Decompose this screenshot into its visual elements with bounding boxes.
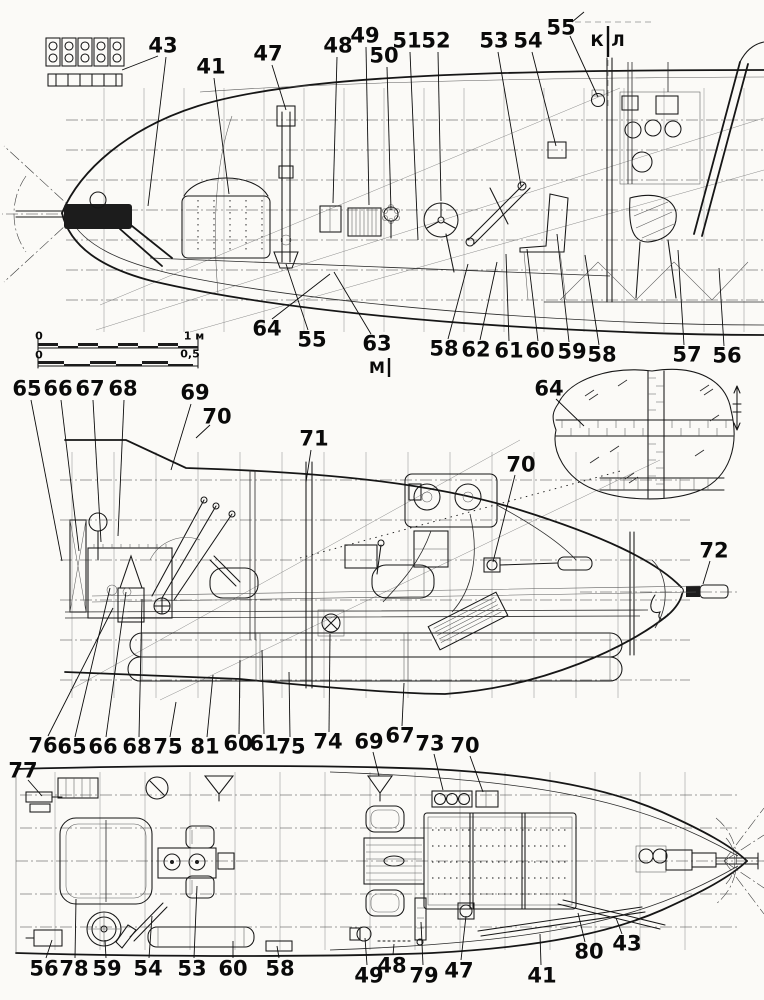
part-label-53: 53 [479, 28, 509, 53]
electrical-panel [383, 474, 576, 612]
hull-plan-outline-top [16, 766, 747, 861]
section-mark-М: М [369, 358, 385, 377]
part-label-75: 75 [276, 734, 306, 759]
boat-hook [116, 903, 167, 948]
control-wheel [424, 203, 458, 272]
part-label-65: 65 [57, 734, 87, 759]
gun-mount-mast [274, 106, 298, 268]
control-column [466, 182, 530, 246]
rear-seat-cushion [630, 195, 677, 298]
part-label-64: 64 [252, 316, 282, 341]
crew-seats-plan [186, 826, 234, 898]
part-label-47: 47 [444, 958, 474, 983]
part-label-55: 55 [546, 15, 576, 40]
equipment-boxes [320, 205, 400, 239]
part-label-53: 53 [177, 956, 207, 981]
part-label-70: 70 [506, 452, 536, 477]
part-label-67: 67 [75, 376, 105, 401]
part-label-41: 41 [196, 54, 226, 79]
lofting-grid [66, 88, 764, 332]
deck-line [65, 610, 648, 618]
forward-fuselage-plan-view [16, 766, 764, 956]
part-label-57: 57 [672, 342, 702, 367]
part-label-49: 49 [354, 963, 384, 988]
glazing-structure-detail-inset [553, 369, 741, 499]
part-label-63: 63 [362, 331, 392, 356]
part-label-66: 66 [88, 734, 118, 759]
part-label-55: 55 [297, 327, 327, 352]
hull-bottom-outline [65, 594, 682, 694]
keel-fittings [148, 898, 665, 951]
gauge-cluster-plan [432, 791, 498, 807]
part-label-67: 67 [385, 723, 415, 748]
part-label-47: 47 [253, 41, 283, 66]
part-label-51: 51 [392, 28, 422, 53]
part-label-70: 70 [450, 733, 480, 758]
part-label-76: 76 [28, 733, 58, 758]
part-label-52: 52 [421, 28, 451, 53]
part-label-59: 59 [557, 339, 587, 364]
gun-ring-mount [87, 912, 121, 946]
part-label-43: 43 [612, 931, 642, 956]
part-label-77: 77 [8, 758, 38, 783]
instrument-console-plan [158, 848, 216, 878]
part-label-75: 75 [153, 734, 183, 759]
part-label-68: 68 [108, 376, 138, 401]
part-label-69: 69 [354, 729, 384, 754]
windshield-frame [694, 42, 764, 236]
scale-bar [38, 338, 198, 368]
radiator [428, 592, 508, 650]
part-label-41: 41 [527, 963, 557, 988]
fuel-tank [182, 178, 270, 258]
part-label-70: 70 [202, 404, 232, 429]
part-label-49: 49 [350, 23, 380, 48]
part-label-43: 43 [148, 33, 178, 58]
oil-tanks [210, 565, 434, 598]
misc-equipment [318, 540, 592, 636]
part-label-80: 80 [574, 939, 604, 964]
part-label-78: 78 [59, 956, 89, 981]
part-label-71: 71 [299, 426, 329, 451]
scale-label-1 м: 1 м [183, 329, 205, 343]
part-label-59: 59 [92, 956, 122, 981]
part-label-50: 50 [369, 43, 399, 68]
scale-label-0,5: 0,5 [180, 347, 200, 361]
callout-leader-lines [28, 12, 724, 965]
flight-controls-station [70, 497, 240, 622]
part-label-56: 56 [29, 956, 59, 981]
part-label-56: 56 [712, 343, 742, 368]
section-mark-К: К [590, 31, 604, 50]
cockpit-floor-line [150, 258, 610, 276]
part-label-54: 54 [513, 28, 543, 53]
scale-label-0: 0 [35, 329, 43, 343]
part-label-69: 69 [180, 380, 210, 405]
part-label-72: 72 [699, 538, 729, 563]
part-label-66: 66 [43, 376, 73, 401]
part-label-61: 61 [249, 731, 279, 756]
tail-skid [651, 585, 728, 619]
part-label-58: 58 [587, 342, 617, 367]
part-label-61: 61 [494, 338, 524, 363]
part-label-48: 48 [323, 33, 353, 58]
ammo-boxes-detail [46, 38, 124, 86]
part-label-81: 81 [190, 734, 220, 759]
hull-top-outline [62, 70, 764, 213]
part-label-58: 58 [429, 336, 459, 361]
part-label-74: 74 [313, 729, 343, 754]
direction-arrow [733, 386, 741, 430]
mid-bulkhead [306, 462, 312, 688]
hull-top-outline [65, 440, 681, 587]
floor-truss [544, 262, 764, 302]
part-label-60: 60 [223, 731, 253, 756]
part-label-62: 62 [461, 337, 491, 362]
part-label-58: 58 [265, 956, 295, 981]
part-label-79: 79 [409, 963, 439, 988]
section-mark-Л: Л [611, 31, 625, 50]
part-label-54: 54 [133, 956, 163, 981]
hull-plan-outline-bottom [16, 861, 747, 956]
part-label-60: 60 [218, 956, 248, 981]
part-label-73: 73 [415, 731, 445, 756]
part-label-60: 60 [525, 338, 555, 363]
hull-bottom-outline [62, 213, 764, 335]
bilge-stringer [478, 907, 645, 936]
part-label-64: 64 [534, 376, 564, 401]
part-label-68: 68 [122, 734, 152, 759]
scale-label-0: 0 [35, 348, 43, 362]
part-label-65: 65 [12, 376, 42, 401]
part-label-48: 48 [377, 953, 407, 978]
